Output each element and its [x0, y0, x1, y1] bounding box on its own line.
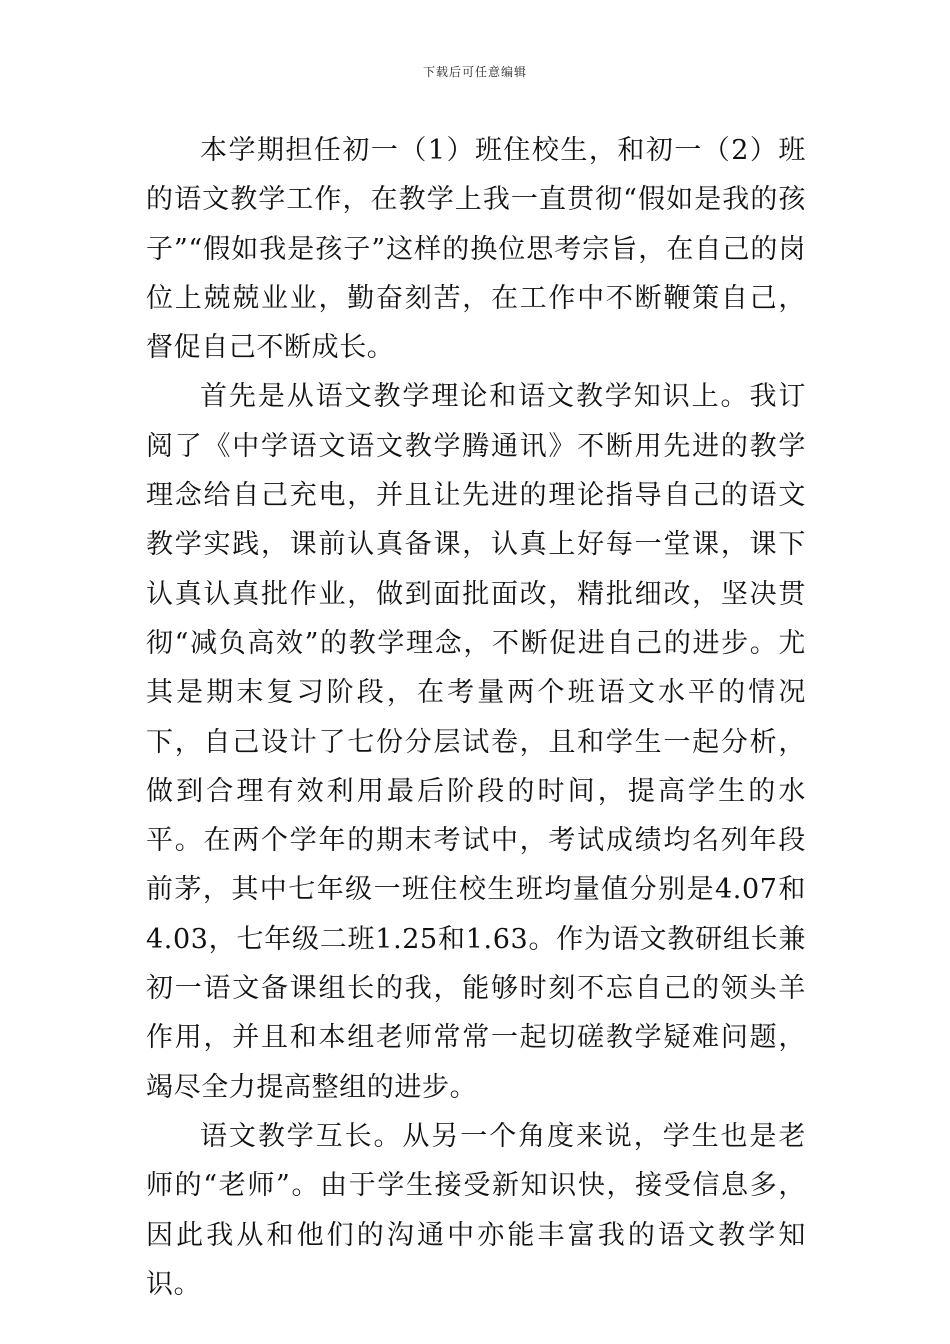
page-header-note: 下载后可任意编辑 [422, 65, 527, 79]
paragraph-3: 语文教学互长。从另一个角度来说，学生也是老师的“老师”。由于学生接受新知识快，接受信息多，因此我从和他们的沟通中亦能丰富我的语文教学知识。 [146, 1120, 806, 1300]
paragraph-1: 本学期担任初一（1）班住校生，和初一（2）班的语文教学工作，在教学上我一直贯彻“假如是我的孩子”“假如我是孩子”这样的换位思考宗旨，在自己的岗位上兢兢业业，勤奋刻苦，在工作中不断鞭策自己，督促自己不断成长。 [146, 135, 806, 364]
document-body [146, 126, 806, 1309]
paragraph-2: 首先是从语文教学理论和语文教学知识上。我订阅了《中学语文语文教学腾通讯》不断用先进的教学理念给自己充电，并且让先进的理论指导自己的语文教学实践，课前认真备课，认真上好每一堂课，课下认真认真批作业，做到面批面改，精批细改，坚决贯彻“减负高效”的教学理念，不断促进自己的进步。尤其是期末复习阶段，在考量两个班语文水平的情况下，自己设计了七份分层试卷，且和学生一起分析，做到合理有效利用最后阶段的时间，提高学生的水平。在两个学年的期末考试中，考试成绩均名列年段前茅，其中七年级一班住校生班均量值分别是4.07和4.03，七年级二班1.25和1.63。作为语文教研组长兼初一语文备课组长的我，能够时刻不忘自己的领头羊作用，并且和本组老师常常一起切磋教学疑难问题，竭尽全力提高整组的进步。 [146, 381, 806, 1103]
